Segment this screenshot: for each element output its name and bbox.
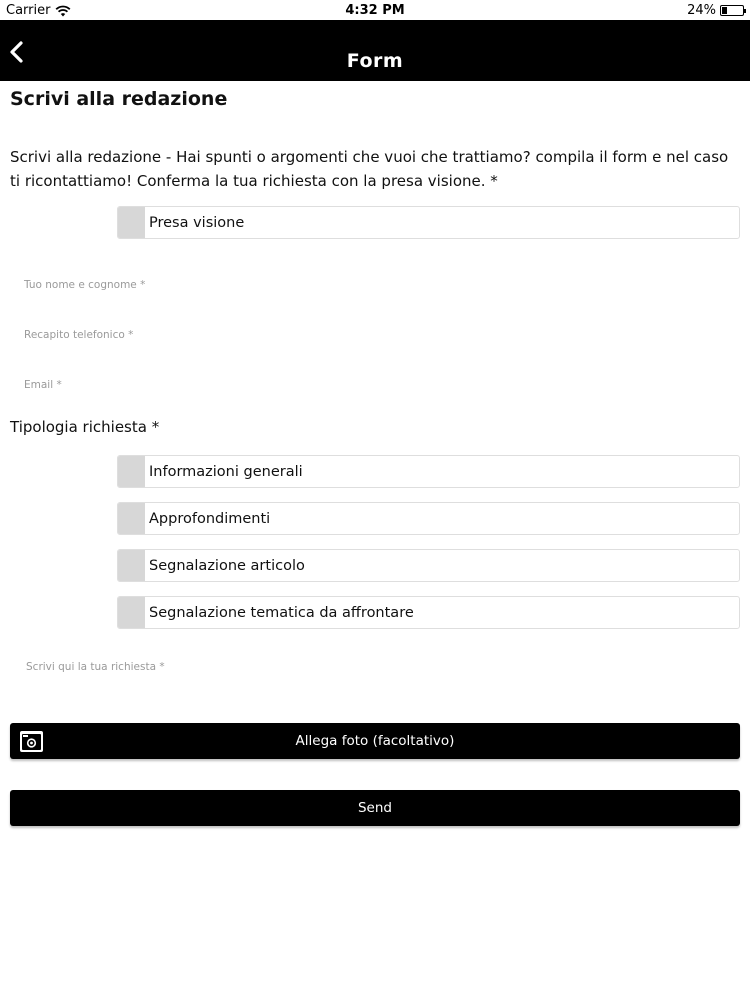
status-bar (0, 0, 750, 20)
email-field[interactable] (24, 372, 724, 398)
consent-label: Presa visione (149, 214, 245, 231)
option-informazioni-generali[interactable] (117, 455, 740, 488)
email-placeholder: Email * (24, 379, 62, 391)
battery-icon (720, 5, 744, 16)
attach-photo-button[interactable] (10, 723, 740, 759)
intro-text: Scrivi alla redazione - Hai spunti o argomenti che vuoi che trattiamo? compila il form e nel caso ti ricontattiamo! Conferma la tua richiesta con la presa visione. * (10, 148, 729, 190)
name-placeholder: Tuo nome e cognome * (24, 279, 146, 291)
checkbox-square[interactable] (118, 503, 145, 534)
phone-placeholder: Recapito telefonico * (24, 329, 134, 341)
send-button[interactable] (10, 790, 740, 826)
checkbox-square[interactable] (118, 456, 145, 487)
option-approfondimenti[interactable] (117, 502, 740, 535)
page-title: Scrivi alla redazione (10, 88, 228, 110)
option-segnalazione-tematica[interactable] (117, 596, 740, 629)
nav-bar (0, 20, 750, 81)
camera-icon (19, 730, 44, 753)
message-field[interactable] (26, 654, 726, 680)
nav-title: Form (346, 50, 404, 72)
option-segnalazione-articolo[interactable] (117, 549, 740, 582)
message-placeholder: Scrivi qui la tua richiesta * (26, 661, 165, 673)
battery-percent: 24% (687, 3, 716, 18)
clock: 4:32 PM (345, 3, 405, 18)
option-label: Segnalazione articolo (149, 557, 305, 574)
checkbox-square[interactable] (118, 550, 145, 581)
option-label: Segnalazione tematica da affrontare (149, 604, 414, 621)
send-label: Send (357, 800, 392, 816)
carrier-label: Carrier (6, 3, 51, 18)
consent-checkbox[interactable] (117, 206, 740, 239)
name-field[interactable] (24, 272, 724, 298)
request-type-label: Tipologia richiesta * (10, 418, 160, 436)
checkbox-square[interactable] (118, 597, 145, 628)
phone-field[interactable] (24, 322, 724, 348)
checkbox-square[interactable] (118, 207, 145, 238)
option-label: Approfondimenti (149, 510, 271, 527)
attach-photo-label: Allega foto (facoltativo) (295, 733, 455, 749)
option-label: Informazioni generali (149, 463, 303, 480)
battery-indicator (687, 3, 744, 18)
